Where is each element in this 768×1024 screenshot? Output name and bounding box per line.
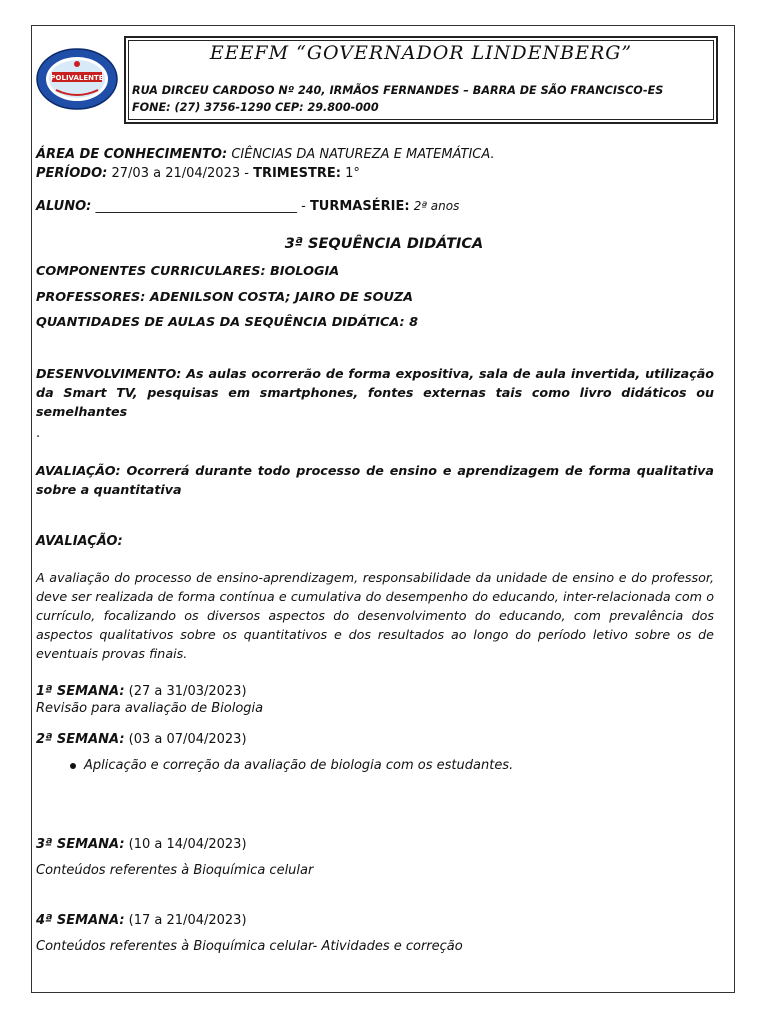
week-1-dates: (27 a 31/03/2023) — [128, 684, 247, 699]
periodo-label: PERÍODO: — [36, 166, 108, 181]
week-4-dates: (17 a 21/04/2023) — [128, 913, 247, 928]
week-4-label: 4ª SEMANA: — [36, 913, 125, 928]
week-1-label: 1ª SEMANA: — [36, 684, 125, 699]
sequence-title: 3ª SEQUÊNCIA DIDÁTICA — [284, 236, 484, 252]
week-4-heading — [36, 913, 247, 928]
avaliacao-label-2: AVALIAÇÃO: — [36, 534, 123, 549]
periodo-line — [36, 166, 360, 181]
week-1-content: Revisão para avaliação de Biologia — [36, 701, 264, 716]
header-box — [124, 36, 718, 124]
avaliacao-paragraph-1 — [36, 461, 714, 499]
area-value: CIÊNCIAS DA NATUREZA E MATEMÁTICA. — [231, 147, 495, 162]
desenvolvimento-text: As aulas ocorrerão de forma expositiva, sala de aula invertida, utilização da Smart TV, pesquisas em smartphones, fontes externas tais como livro didáticos ou semelhantes — [36, 366, 715, 419]
week-3-heading — [36, 837, 247, 852]
professores-line: PROFESSORES: ADENILSON COSTA; JAIRO DE SOUZA — [36, 290, 414, 305]
week-4-content: Conteúdos referentes à Bioquímica celular- Atividades e correção — [36, 939, 463, 954]
aluno-blank: _______________________________ - — [95, 199, 306, 214]
school-name: EEEFM “GOVERNADOR LINDENBERG” — [209, 42, 633, 64]
week-2-heading — [36, 732, 247, 747]
week-2-content: Aplicação e correção da avaliação de biologia com os estudantes. — [84, 758, 514, 773]
school-address: RUA DIRCEU CARDOSO Nº 240, IRMÃOS FERNANDES – BARRA DE SÃO FRANCISCO-ES — [132, 84, 664, 97]
trimestre-value: 1° — [345, 166, 360, 181]
school-logo — [36, 48, 118, 110]
avaliacao-label-1: AVALIAÇÃO: — [36, 463, 121, 478]
componentes-line: COMPONENTES CURRICULARES: BIOLOGIA — [36, 264, 340, 279]
bullet-icon — [70, 763, 76, 769]
school-phone-cep: FONE: (27) 3756-1290 CEP: 29.800-000 — [132, 101, 379, 114]
logo-text: POLIVALENTE — [50, 74, 104, 82]
aluno-label: ALUNO: — [36, 199, 92, 214]
turma-value: 2ª anos — [413, 199, 460, 213]
week-1-heading — [36, 684, 247, 699]
area-label: ÁREA DE CONHECIMENTO: — [36, 147, 228, 162]
area-line — [36, 147, 495, 162]
periodo-value: 27/03 a 21/04/2023 - — [111, 166, 249, 181]
avaliacao-text-2: A avaliação do processo de ensino-aprendizagem, responsabilidade da unidade de ensino e do professor, deve ser realizada de forma contínua e cumulativa do desempenho do educando, inter-relacionada com o currículo, focalizando os diversos aspectos do desenvolvimento do educando, com prevalência dos aspectos qualitativos sobre os quantitativos e dos resultados ao longo do período letivo sobre os de eventuais provas finais. — [36, 570, 714, 661]
desenvolvimento-paragraph — [36, 364, 714, 421]
week-3-label: 3ª SEMANA: — [36, 837, 125, 852]
turma-label: TURMASÉRIE: — [309, 199, 410, 214]
week-2-label: 2ª SEMANA: — [36, 732, 125, 747]
desenvolvimento-dot: . — [36, 426, 41, 441]
week-2-dates: (03 a 07/04/2023) — [128, 732, 247, 747]
aluno-line — [36, 199, 459, 214]
trimestre-label: TRIMESTRE: — [253, 166, 341, 181]
avaliacao-text-1: Ocorrerá durante todo processo de ensino e aprendizagem de forma qualitativa sobre a quantitativa — [36, 463, 714, 497]
desenvolvimento-label: DESENVOLVIMENTO: — [36, 366, 182, 381]
week-3-content: Conteúdos referentes à Bioquímica celular — [36, 863, 314, 878]
quantidades-line: QUANTIDADES DE AULAS DA SEQUÊNCIA DIDÁTICA: 8 — [36, 315, 418, 330]
week-3-dates: (10 a 14/04/2023) — [128, 837, 247, 852]
